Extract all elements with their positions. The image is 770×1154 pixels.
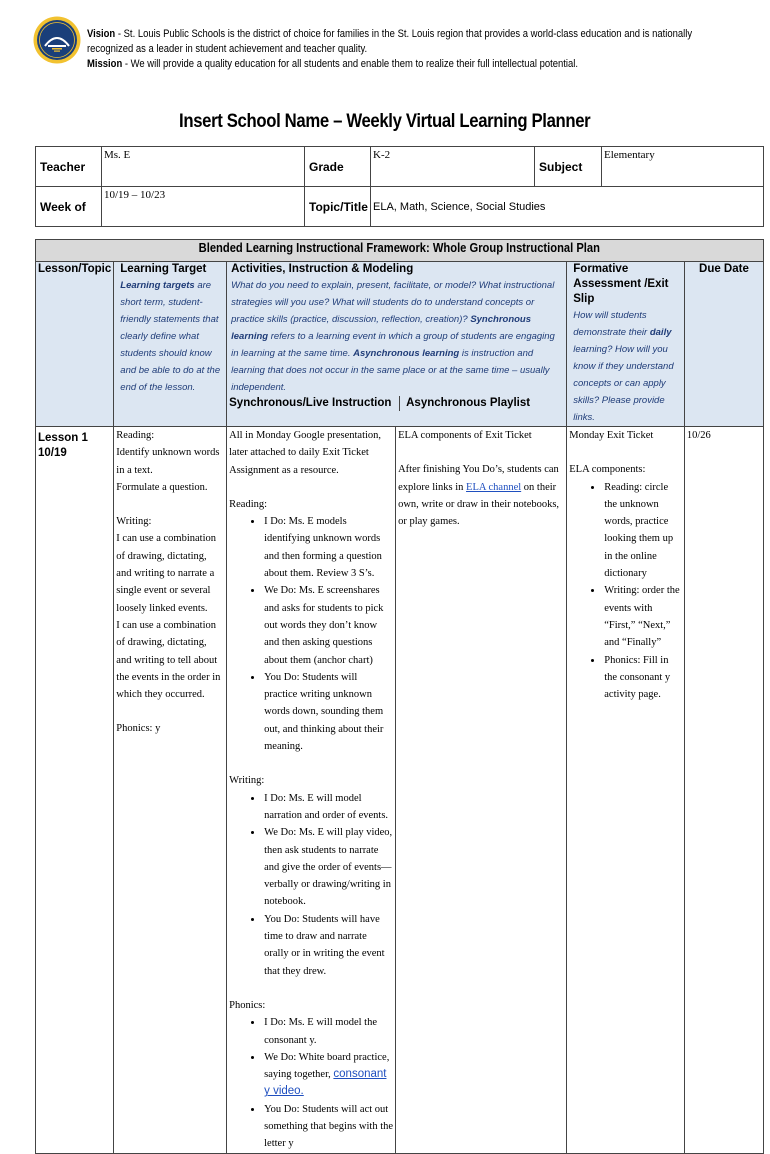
formative-assessment-header: Formative Assessment /Exit Slip How will students demonstrate their daily learning? How will you know if they understand concepts or can apply skills? Please provide links. bbox=[567, 262, 685, 427]
grade-label: Grade bbox=[305, 147, 371, 187]
due-date-header: Due Date bbox=[684, 262, 763, 427]
target-line: Identify unknown words in a text. bbox=[116, 447, 220, 476]
planner-info-table bbox=[35, 146, 764, 227]
target-line: Formulate a question. bbox=[116, 481, 208, 493]
vision-label: Vision bbox=[87, 28, 116, 40]
lesson-cell: Lesson 1 10/19 bbox=[36, 427, 114, 1154]
vision-statement bbox=[87, 27, 741, 57]
lesson-topic-header: Lesson/Topic bbox=[36, 262, 114, 427]
ela-channel-link[interactable]: ELA channel bbox=[466, 481, 522, 493]
writing-step: • You Do: Students will have time to draw and narrate orally or in writing the event that they drew. bbox=[263, 911, 393, 980]
school-district-seal bbox=[33, 16, 81, 64]
activities-description: What do you need to explain, present, facilitate, or model? What instructional strategies will you use? What will students do to understand concepts or practice skills (practice, discussion, reflection, creation)? Synchronous learning refers to a learning event in which a group of students are engaging in learning at the same time. Asynchronous learning is instruction and learning that does not occur in the same place or at the same time – usually independent. bbox=[231, 280, 555, 393]
phonics-step: • We Do: White board practice, saying together, consonant y video. bbox=[263, 1049, 393, 1101]
sync-instruction-subheader: Synchronous/Live Instruction bbox=[227, 396, 400, 411]
reading-step: • I Do: Ms. E models identifying unknown words and then forming a question about them. Review 3 S’s. bbox=[263, 513, 393, 582]
week-of-label: Week of bbox=[36, 187, 102, 227]
mission-statement bbox=[87, 57, 741, 72]
formative-component: • Writing: order the events with “First,” “Next,” and “Finally” bbox=[603, 582, 682, 651]
plan-banner: Blended Learning Instructional Framework: Whole Group Instructional Plan bbox=[36, 240, 764, 262]
learning-target-cell bbox=[114, 427, 227, 1154]
formative-assessment-cell: Monday Exit Ticket ELA components: • Reading: circle the unknown words, practice looking them up in the online dictionary • Writing: order the events with “First,” “Next,” and “Finally” • Phonics: Fill in the consonant y activity page. bbox=[567, 427, 685, 1154]
reading-step: • We Do: Ms. E screenshares and asks for students to pick out words they don’t know and then asking questions about them (anchor chart) bbox=[263, 582, 393, 668]
reading-steps bbox=[229, 513, 393, 755]
teacher-field[interactable]: Ms. E bbox=[102, 147, 305, 187]
phonics-step: • I Do: Ms. E will model the consonant y. bbox=[263, 1014, 393, 1049]
due-date-cell: 10/26 bbox=[684, 427, 763, 1154]
learning-target-header: Learning Target Learning targets are short term, student-friendly statements that clearly define what students should know and be able to do at the end of the lesson. bbox=[114, 262, 227, 427]
vision-text: - St. Louis Public Schools is the district of choice for families in the St. Louis region that provides a world-class education and is nationally recognized as a leader in student achievement and teacher quality. bbox=[87, 28, 693, 55]
formative-description: How will students demonstrate their daily learning? How will you know if they understand concepts or can apply skills? Please provide links. bbox=[573, 310, 674, 423]
learning-target-description: Learning targets are short term, student-friendly statements that clearly define what students should know and be able to do at the end of the lesson. bbox=[120, 280, 221, 393]
topic-field[interactable]: ELA, Math, Science, Social Studies bbox=[371, 187, 764, 227]
writing-step: • I Do: Ms. E will model narration and order of events. bbox=[263, 790, 393, 825]
topic-label: Topic/Title bbox=[305, 187, 371, 227]
teacher-label: Teacher bbox=[36, 147, 102, 187]
formative-components bbox=[569, 479, 682, 704]
subject-field[interactable]: Elementary bbox=[602, 147, 764, 187]
sync-instruction-cell: All in Monday Google presentation, later attached to daily Exit Ticket Assignment as a resource. Reading: • I Do: Ms. E models identifying unknown words and then forming a question about them. Review 3 S’s. • We Do: Ms. E screenshares and asks for students to pick out words they don’t know and then asking questions about them (anchor chart) • You Do: Students will practice writing unknown words down, sounding them out, and thinking about their meaning. Writing: • I Do: Ms. E will model narration and order of events. • We Do: Ms. E will play video, then ask students to narrate and give the order of events—verbally or drawing/writing in notebook. • You Do: Students will have time to draw and narrate orally or in writing the event that they drew. Phonics: • I Do: Ms. E will model the consonant y. • We Do: White board practice, saying together, consonant y video. • You Do: Students will act out something that begins with the letter y bbox=[227, 427, 396, 1154]
week-of-field[interactable]: 10/19 – 10/23 bbox=[102, 187, 305, 227]
target-line: Reading: bbox=[116, 430, 155, 441]
formative-component: • Phonics: Fill in the consonant y activity page. bbox=[603, 652, 682, 704]
activities-header: Activities, Instruction & Modeling What do you need to explain, present, facilitate, or model? What instructional strategies will you use? What will students do to understand concepts or practice skills (practice, discussion, reflection, creation)? Synchronous learning refers to a learning event in which a group of students are engaging in learning at the same time. Asynchronous learning is instruction and learning that does not occur in the same place or at the same time – usually independent. Synchronous/Live Instruction Asynchronous Playlist bbox=[227, 262, 567, 427]
consonant-y-video-link[interactable]: consonant y video. bbox=[264, 1068, 387, 1098]
target-line: Writing: bbox=[116, 516, 152, 528]
async-playlist-subheader: Asynchronous Playlist bbox=[400, 396, 567, 411]
async-playlist-cell: ELA components of Exit Ticket After finishing You Do’s, students can explore links in ELA channel on their own, write or draw in their notebooks, or play games. bbox=[396, 427, 567, 1154]
mission-text: - We will provide a quality education for all students and enable them to realize their full intellectual potential. bbox=[122, 58, 578, 70]
target-line: I can use a combination of drawing, dictating, and writing to tell about the events in the order in which they occurred. bbox=[116, 619, 221, 701]
formative-component: • Reading: circle the unknown words, practice looking them up in the online dictionary bbox=[603, 479, 682, 583]
vision-mission-header bbox=[87, 27, 741, 72]
grade-field[interactable]: K-2 bbox=[371, 147, 535, 187]
phonics-step: • You Do: Students will act out something that begins with the letter y bbox=[263, 1101, 393, 1153]
writing-step: • We Do: Ms. E will play video, then ask students to narrate and give the order of events—verbally or drawing/writing in notebook. bbox=[263, 824, 393, 910]
instructional-plan-table bbox=[35, 239, 764, 1154]
writing-steps bbox=[229, 790, 393, 980]
page-title: Insert School Name – Weekly Virtual Learning Planner bbox=[179, 111, 591, 132]
mission-label: Mission bbox=[87, 58, 123, 70]
subject-label: Subject bbox=[535, 147, 602, 187]
reading-step: • You Do: Students will practice writing unknown words down, sounding them out, and thinking about their meaning. bbox=[263, 669, 393, 755]
target-line: Phonics: y bbox=[116, 723, 161, 735]
target-line: I can use a combination of drawing, dictating, and writing to narrate a single event or several loosely linked events. bbox=[116, 533, 216, 614]
phonics-steps bbox=[229, 1014, 393, 1152]
